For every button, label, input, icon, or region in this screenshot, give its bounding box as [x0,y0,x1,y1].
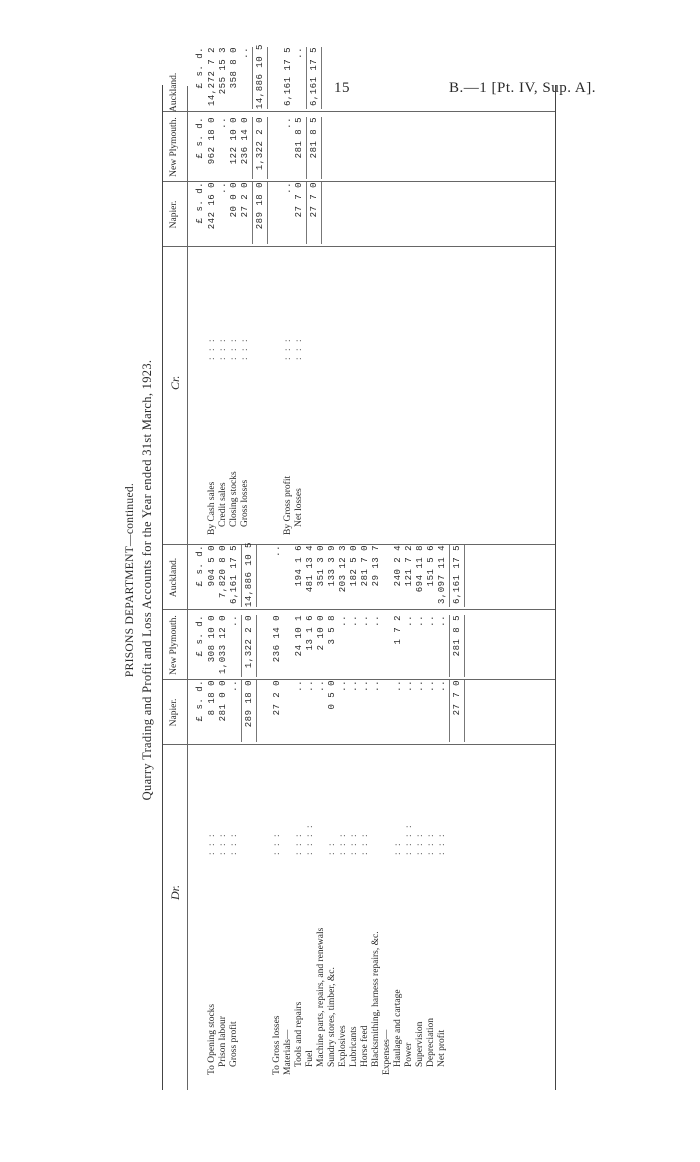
amount-auckland: 29 13 7 [371,545,381,587]
amount-auckland: 358 8 0 [229,47,239,89]
total-rule [252,182,253,244]
currency-units: £ s. d. [195,117,205,159]
trading-account-table [162,44,556,1090]
amount-new-plymouth: .. [415,615,425,627]
amount-napier: .. [316,680,326,692]
amount-napier: .. [294,680,304,692]
leader-dots: : : : [283,337,293,360]
amount-new-plymouth: 122 10 0 [229,117,239,165]
account-row [207,47,218,1090]
debit-side-label: Dr. [168,884,182,900]
amount-napier: .. [393,680,403,692]
row-label: Expenses— [382,1029,392,1075]
amount-auckland: 151 5 6 [426,545,436,587]
row-label: To Gross losses [272,1015,282,1075]
leader-dots: : : : [437,832,447,855]
amount-new-plymouth: 24 10 1 [294,615,304,657]
row-label: Blacksmithing, harness repairs, &c. [371,931,381,1067]
row-label: Prison labour [218,1016,228,1067]
account-row [437,86,448,1090]
total-rule [449,615,450,677]
row-label: Net losses [294,488,304,527]
total-rule [464,545,465,607]
amount-new-plymouth: 1,322 2 0 [244,615,254,669]
account-row [371,86,382,1090]
total-rule [321,182,322,244]
amount-auckland: 904 5 0 [207,545,217,587]
row-label: Tools and repairs [294,1001,304,1067]
account-row [218,47,229,1090]
amount-napier: 242 16 0 [207,182,217,230]
amount-napier: .. [415,680,425,692]
account-row [327,86,338,1090]
amount-napier: 8 18 0 [207,680,217,716]
amount-auckland: .. [294,47,304,59]
amount-new-plymouth: 1 7 2 [393,615,403,645]
amount-auckland: 194 1 6 [294,545,304,587]
account-row [294,47,305,1090]
column-header-napier: Napier. [169,698,179,727]
amount-napier: .. [426,680,436,692]
total-row [255,44,266,1090]
amount-new-plymouth: 281 8 5 [452,615,462,657]
amount-napier: .. [360,680,370,692]
leader-dots: : : : [349,832,359,855]
amount-napier: .. [404,680,414,692]
amount-auckland: .. [240,47,250,59]
total-rule [267,182,268,244]
currency-units: £ s. d. [195,545,205,587]
row-label: Haulage and cartage [393,989,403,1067]
currency-units: £ s. d. [195,182,205,224]
amount-napier: 27 2 0 [272,680,282,716]
amount-napier: 27 7 0 [452,680,462,716]
leader-dots: : : [393,841,403,855]
total-rule [464,615,465,677]
amount-napier: .. [229,680,239,692]
column-header-new-plymouth: New Plymouth. [169,615,179,675]
row-label: Closing stocks [229,471,239,527]
row-label: To Opening stocks [207,1003,217,1075]
leader-dots: : : : [240,337,250,360]
total-rule [252,117,253,179]
amount-napier: 289 18 0 [244,680,254,728]
total-rule [464,680,465,742]
account-row [349,86,360,1090]
amount-auckland: 14,886 10 5 [244,542,254,607]
account-row [382,86,393,1090]
department-heading: PRISONS DEPARTMENT—continued. [124,482,136,678]
account-title: Quarry Trading and Profit and Loss Accounts for the Year ended 31st March, 1923. [140,359,154,801]
amount-auckland: 182 5 0 [349,545,359,587]
amount-new-plymouth: .. [338,615,348,627]
row-label: By Cash sales [207,481,217,535]
amount-auckland: 6,161 17 5 [283,47,293,107]
currency-units: £ s. d. [195,615,205,657]
amount-new-plymouth: 2 10 0 [316,615,326,651]
total-row [452,86,463,1090]
parliamentary-paper-reference: B.—1 [Pt. IV, Sup. A]. [449,80,596,96]
total-rule [306,182,307,244]
total-rule [267,47,268,109]
amount-napier: .. [218,182,228,194]
leader-dots: : : : : [404,823,414,855]
amount-new-plymouth: .. [360,615,370,627]
account-row [272,86,283,1090]
leader-dots: : : : [218,832,228,855]
amount-new-plymouth: 281 8 5 [294,117,304,159]
column-header-new-plymouth: New Plymouth. [169,117,179,177]
amount-new-plymouth: .. [229,615,239,627]
total-row [309,47,320,1090]
amount-auckland: 694 11 8 [415,545,425,593]
total-rule [306,47,307,109]
total-rule [449,545,450,607]
row-label: Supervision [415,1021,425,1067]
amount-napier: 289 18 0 [255,182,265,230]
amount-napier: .. [305,680,315,692]
amount-napier: .. [349,680,359,692]
leader-dots: : : : [294,337,304,360]
total-rule [267,117,268,179]
amount-new-plymouth: 236 14 0 [240,117,250,165]
total-rule [449,680,450,742]
amount-auckland: 240 2 4 [393,545,403,587]
amount-new-plymouth: 13 1 6 [305,615,315,651]
amount-napier: .. [338,680,348,692]
amount-auckland: 7,820 8 0 [218,545,228,599]
amount-new-plymouth: .. [218,117,228,129]
leader-dots: : : : [294,832,304,855]
column-header-auckland: Auckland. [169,72,179,112]
rotated-account-table [122,44,572,1105]
row-label: Lubricants [349,1026,359,1067]
amount-auckland: 14,886 10 5 [255,44,265,109]
account-row [360,86,371,1090]
amount-napier: 20 0 0 [229,182,239,218]
amount-napier: 0 5 0 [327,680,337,710]
total-rule [321,47,322,109]
row-label: Depreciation [426,1017,436,1067]
row-label: Fuel [305,1050,315,1067]
amount-napier: 27 7 0 [294,182,304,218]
amount-napier: .. [371,680,381,692]
amount-auckland: 121 7 2 [404,545,414,587]
page-number: 15 [334,80,350,96]
row-label: Sundry stores, timber, &c. [327,967,337,1067]
account-row [404,86,415,1090]
leader-dots: : : : [426,832,436,855]
amount-new-plymouth: .. [371,615,381,627]
amount-auckland: 351 3 0 [316,545,326,587]
row-label: By Gross profit [283,475,293,535]
amount-auckland: 203 12 3 [338,545,348,593]
amount-new-plymouth: 308 10 0 [207,615,217,663]
header-rule [187,86,188,1090]
row-label: Machine parts, repairs, and renewals [316,927,326,1067]
currency-units: £ s. d. [195,680,205,722]
account-row [283,47,294,1090]
account-row [426,86,437,1090]
amount-auckland: 281 7 0 [360,545,370,587]
leader-dots: : : : [229,337,239,360]
row-label: Credit sales [218,482,228,527]
amount-new-plymouth: .. [426,615,436,627]
amount-napier: 27 7 0 [309,182,319,218]
leader-dots: : : : [218,337,228,360]
amount-new-plymouth: .. [283,117,293,129]
currency-units: £ s. d. [195,47,205,89]
amount-new-plymouth: 962 18 0 [207,117,217,165]
amount-new-plymouth: .. [349,615,359,627]
total-rule [321,117,322,179]
amount-new-plymouth: .. [437,615,447,627]
amount-new-plymouth: 3 5 8 [327,615,337,645]
row-label: Gross losses [240,479,250,527]
amount-new-plymouth: 281 8 5 [309,117,319,159]
total-rule [306,117,307,179]
amount-auckland: 6,161 17 5 [229,545,239,605]
amount-auckland: 133 3 9 [327,545,337,587]
leader-dots: : : [327,841,337,855]
total-rule [252,47,253,109]
account-row [415,86,426,1090]
leader-dots: : : : : [305,823,315,855]
amount-new-plymouth: 236 14 0 [272,615,282,663]
amount-auckland: 14,272 7 2 [207,47,217,107]
amount-auckland: 6,161 17 5 [452,545,462,605]
amount-new-plymouth: .. [404,615,414,627]
amount-new-plymouth: 1,033 12 0 [218,615,228,675]
leader-dots: : : : [360,832,370,855]
account-row [393,86,404,1090]
amount-napier: 281 0 0 [218,680,228,722]
row-label: Explosives [338,1025,348,1067]
row-label: Horse feed [360,1025,370,1067]
amount-auckland: .. [272,545,282,557]
column-header-auckland: Auckland. [169,557,179,598]
amount-auckland: 481 13 4 [305,545,315,593]
amount-new-plymouth: 1,322 2 0 [255,117,265,171]
amount-auckland: 3,097 11 4 [437,545,447,605]
amount-auckland: 255 15 3 [218,47,228,95]
account-row [229,47,240,1090]
account-row [338,86,349,1090]
row-label: Power [404,1042,414,1067]
amount-napier: 27 2 0 [240,182,250,218]
leader-dots: : : : [272,832,282,855]
credit-side-label: Cr. [168,375,182,390]
account-row [240,47,251,1090]
leader-dots: : : : [207,337,217,360]
amount-napier: .. [437,680,447,692]
leader-dots: : : : [207,832,217,855]
amount-auckland: 6,161 17 5 [309,47,319,107]
row-label: Gross profit [229,1021,239,1067]
leader-dots: : : : [229,832,239,855]
row-label: Net profit [437,1029,447,1067]
amount-napier: .. [283,182,293,194]
leader-dots: : : : [338,832,348,855]
column-header-napier: Napier. [169,200,179,229]
row-label: Materials— [283,1029,293,1075]
leader-dots: : : : [415,832,425,855]
